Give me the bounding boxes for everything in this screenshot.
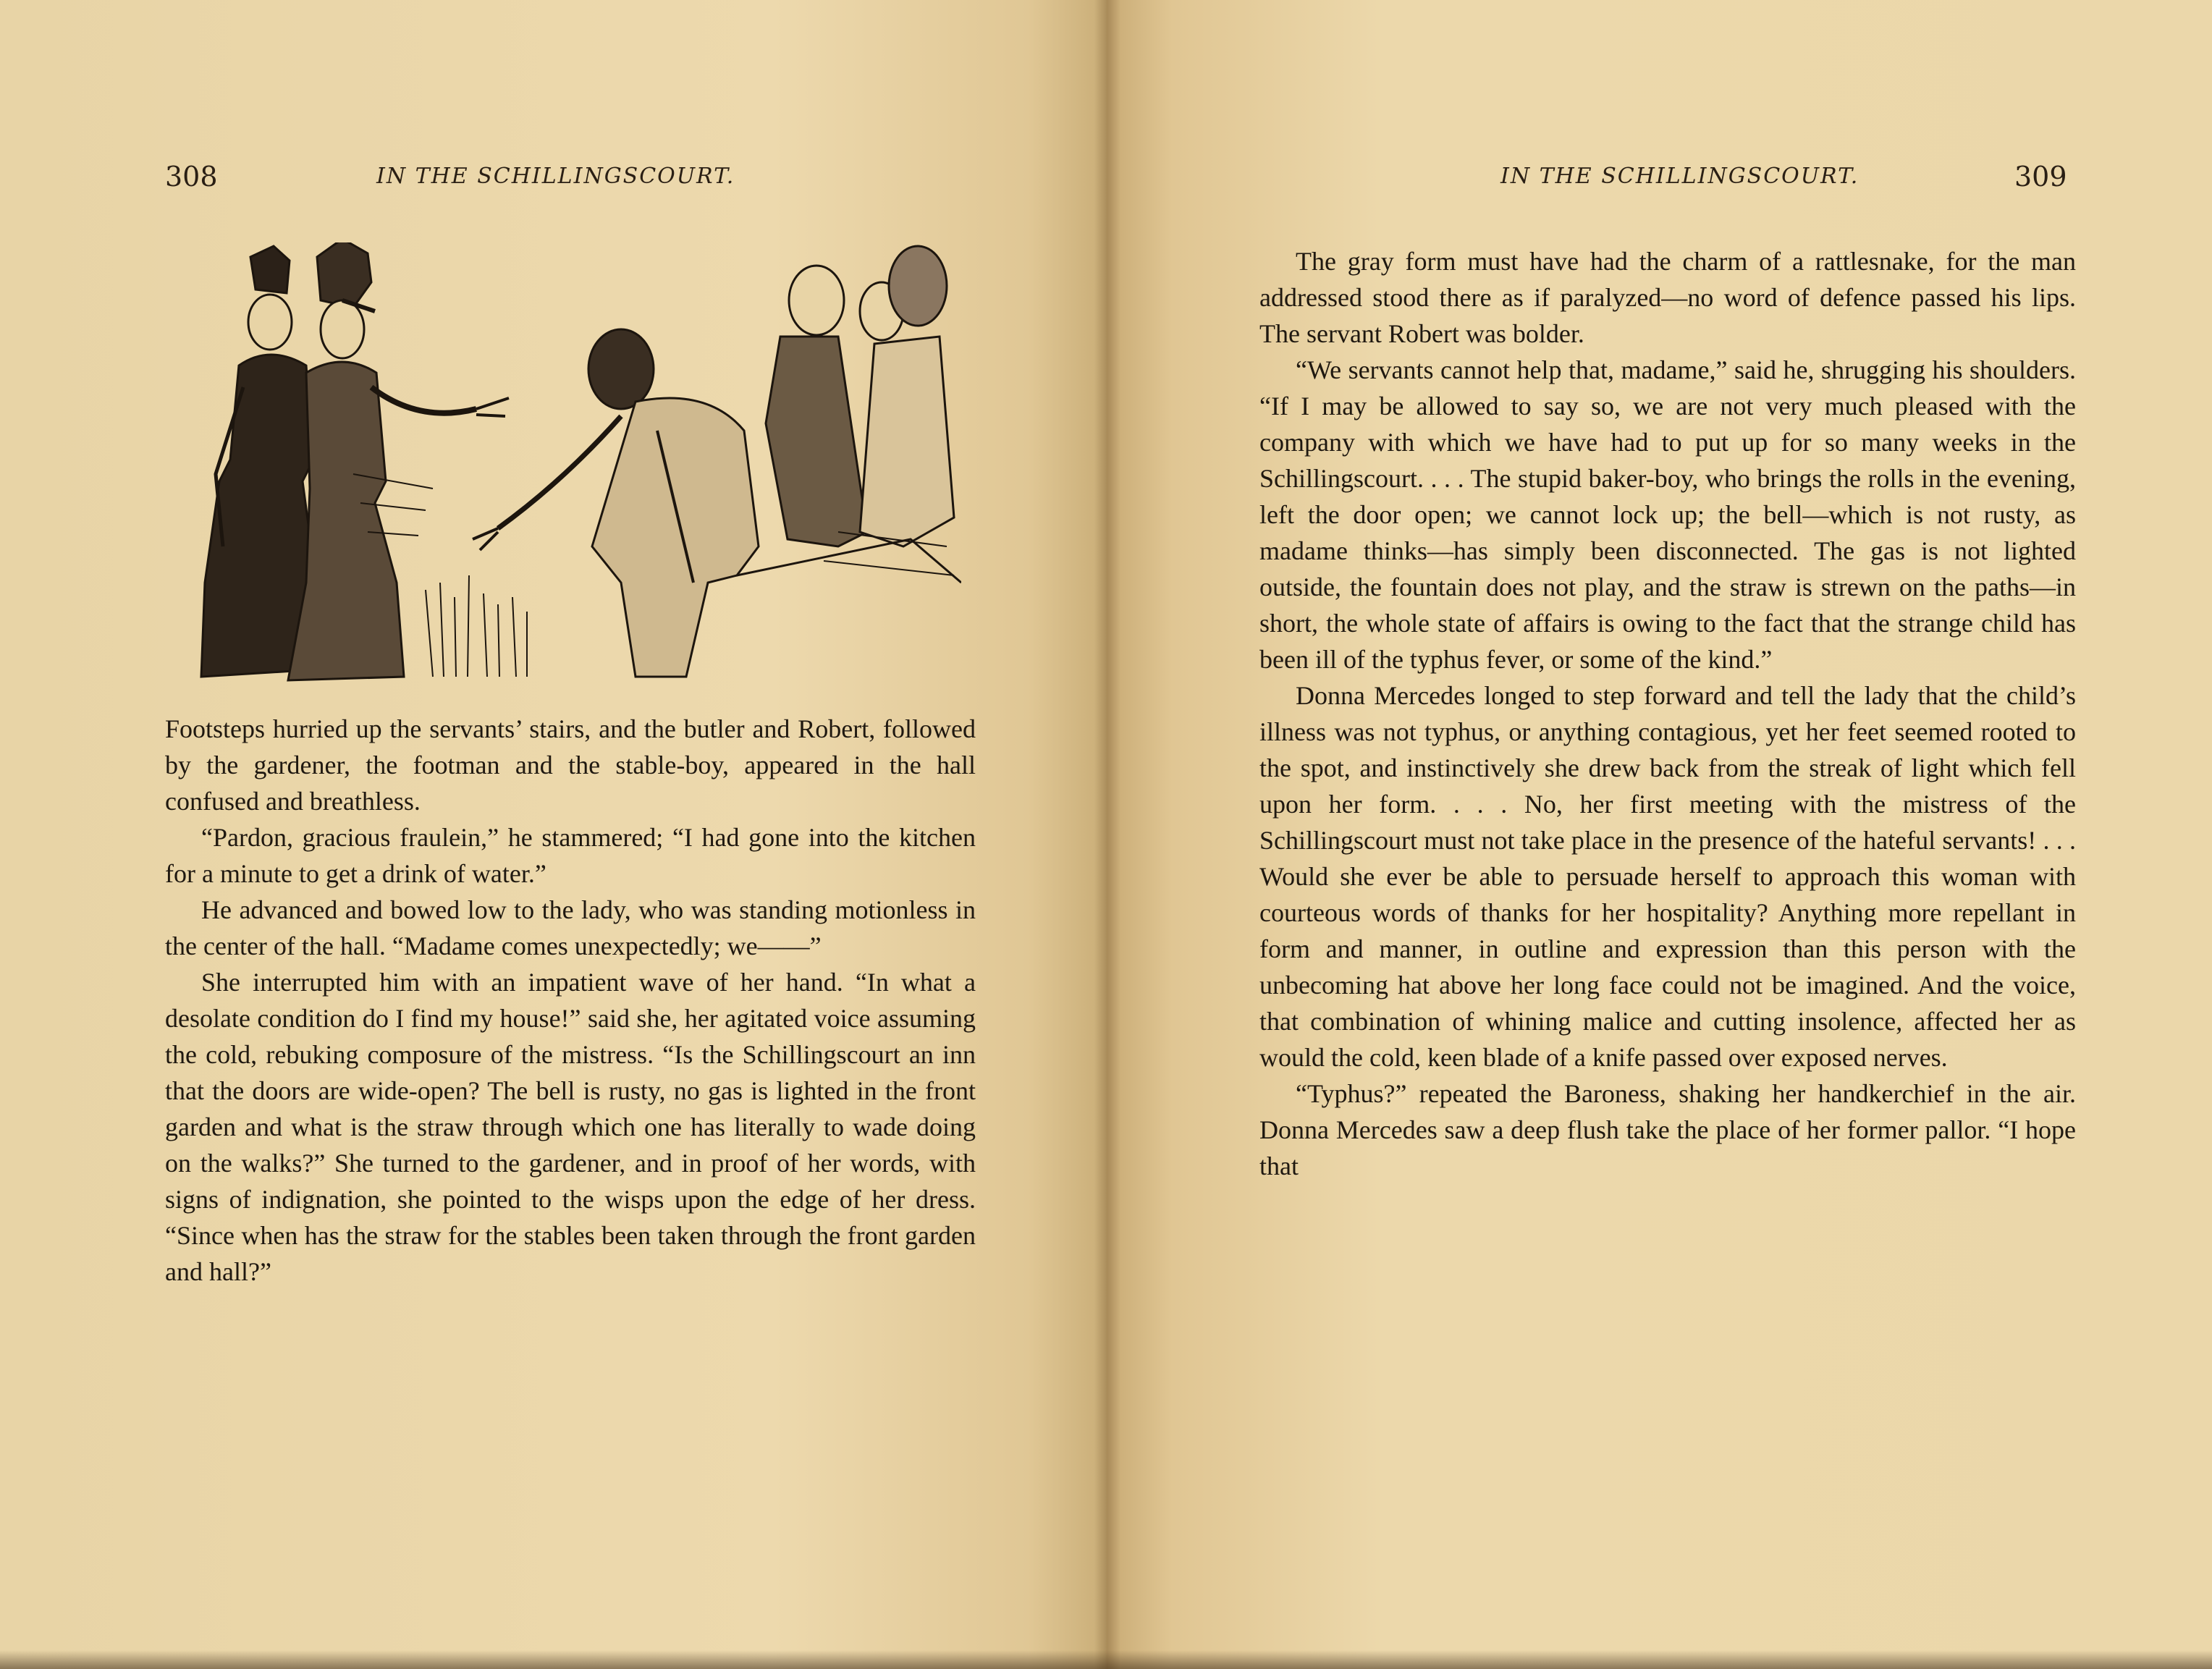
right-running-head: IN THE SCHILLINGSCOURT. xyxy=(1500,164,1859,189)
left-paragraph: He advanced and bowed low to the lady, who was standing motionless in the center of the hall. “Madame comes unexpectedly; we——” xyxy=(165,895,976,960)
illustration-engraving xyxy=(187,242,961,688)
left-paragraph: Footsteps hurried up the servants’ stairs, and the butler and Robert, followed by the gardener, the footman and the stable-boy, appeared in the hall confused and breathless. xyxy=(165,714,976,816)
right-paragraph: Donna Mercedes longed to step forward and tell the lady that the child’s illness was not typhus, or anything contagious, yet her feet seemed rooted to the spot, and instinctively she drew back from the streak of light which fell upon her form. . . . No, her first meeting with the mistress of the Schillingscourt must not take place in the presence of the hateful servants! . . . Would she ever be able to persuade herself to approach this woman with courteous words of thanks for her hospitality? Anything more repellant in form and manner, in outline and expression than this person with the unbecoming hat above her long face could not be imagined. And the voice, that combination of whining malice and cutting insolence, affected her as would the cold, keen blade of a knife passed over exposed nerves. xyxy=(1259,681,2076,1072)
left-paragraph: She interrupted him with an impatient wave of her hand. “In what a desolate condition do I find my house!” said she, her agitated voice assuming the cold, rebuking composure of the mistress. “Is the Schillingscourt an inn that the doors are wide-open? The bell is rusty, no gas is lighted in the front garden and what is the straw through which one has literally to wade doing on the walks?” She turned to the gardener, and in proof of her words, with signs of indignation, she pointed to the wisps upon the edge of her dress. “Since when has the straw for the stables been taken through the front garden and hall?” xyxy=(165,968,976,1286)
page-bottom-edge xyxy=(0,1650,2212,1669)
right-page-text xyxy=(1259,243,2076,1184)
left-page-number: 308 xyxy=(165,161,218,193)
book-gutter xyxy=(1094,0,1120,1669)
left-page-text xyxy=(165,711,976,1290)
right-page xyxy=(1106,0,2212,1669)
right-paragraph: “Typhus?” repeated the Baroness, shaking her handkerchief in the air. Donna Mercedes saw a deep flush take the place of her former pallor. “I hope that xyxy=(1259,1079,2076,1180)
right-paragraph: “We servants cannot help that, madame,” said he, shrugging his shoulders. “If I may be allowed to say so, we are not very much pleased with the company with which we have had to put up for so many weeks in the Schillingscourt. . . . The stupid baker-boy, who brings the rolls in the evening, left the door open; we cannot lock up; the bell—which is not rusty, as madame thinks—has simply been disconnected. The gas is not lighted outside, the fountain does not play, and the straw is strewn on the paths—in short, the whole state of affairs is owing to the fact that the strange child has been ill of the typhus fever, or some of the kind.” xyxy=(1259,355,2076,674)
left-running-head: IN THE SCHILLINGSCOURT. xyxy=(376,164,735,189)
left-paragraph: “Pardon, gracious fraulein,” he stammered; “I had gone into the kitchen for a minute to get a drink of water.” xyxy=(165,823,976,888)
right-page-number: 309 xyxy=(2014,161,2067,193)
right-paragraph: The gray form must have had the charm of a rattlesnake, for the man addressed stood there as if paralyzed—no word of defence passed his lips. The servant Robert was bolder. xyxy=(1259,247,2076,348)
